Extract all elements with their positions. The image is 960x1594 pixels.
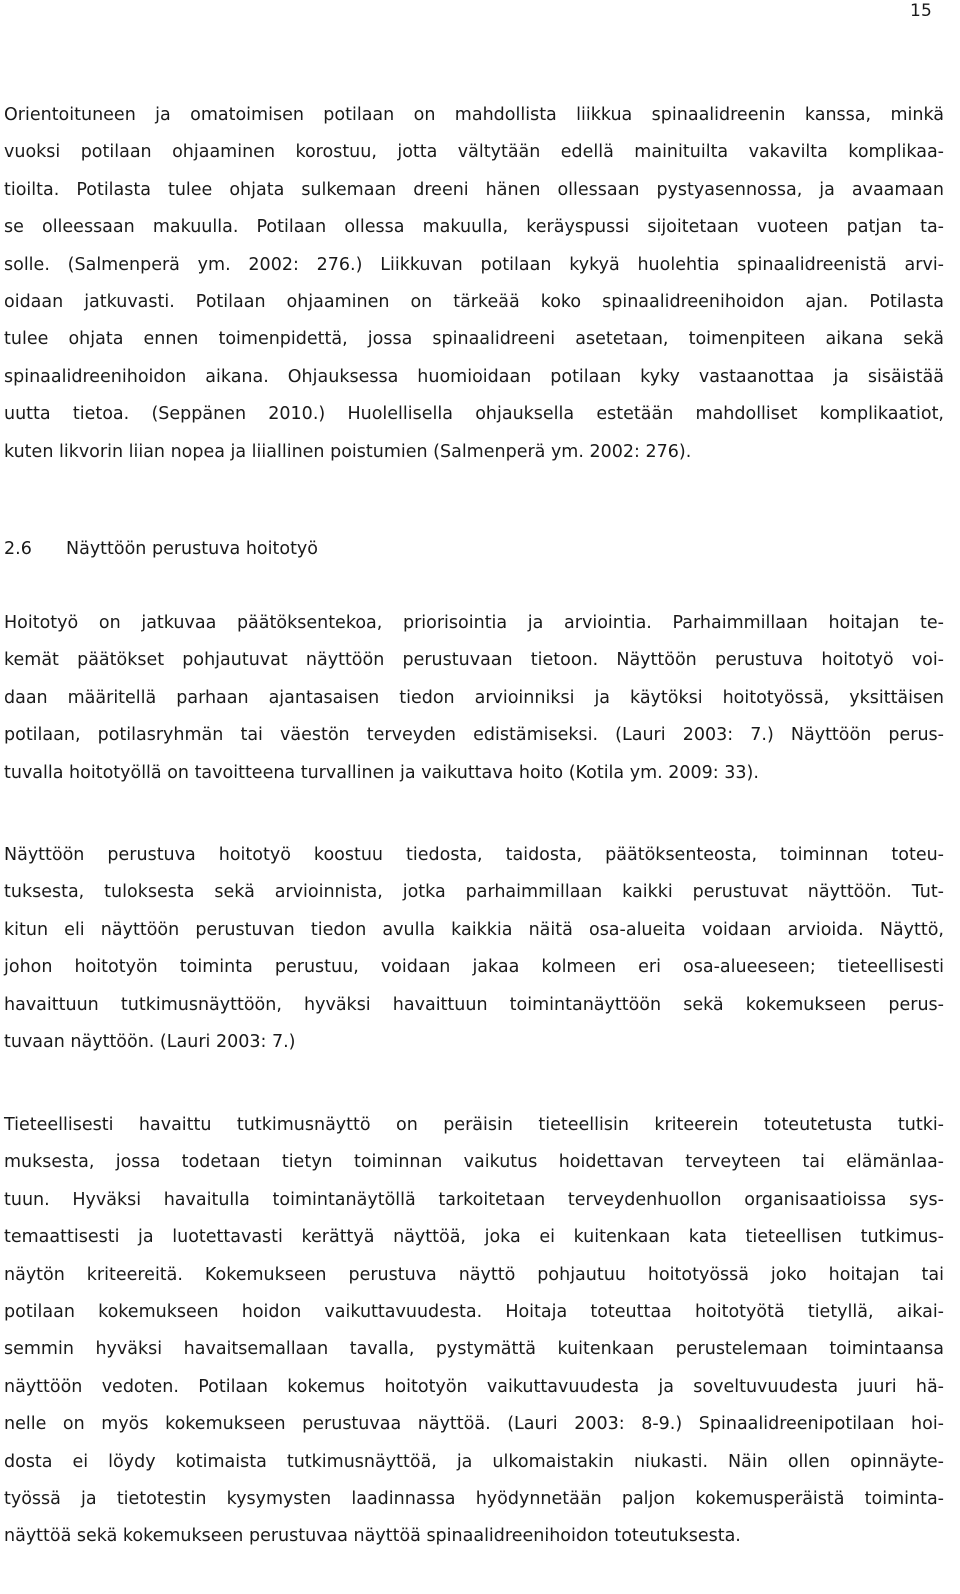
text-line: kuten likvorin liian nopea ja liiallinen poistumien (Salmenperä ym. 2002: 276).	[4, 441, 692, 462]
text-line: Näyttöön perustuva hoitotyö koostuu tiedosta, taidosta, päätöksenteosta, toiminnan toteu-	[4, 845, 944, 865]
text-line: tioilta. Potilasta tulee ohjata sulkemaan dreeni hänen ollessaan pystyasennossa, ja avaamaan	[4, 179, 944, 200]
text-line: Tieteellisesti havaittu tutkimusnäyttö on peräisin tieteellisin kriteerein toteutetusta tutki-	[4, 1115, 944, 1135]
text-line: havaittuun tutkimusnäyttöön, hyväksi havaittuun toimintanäyttöön sekä kokemukseen perus-	[4, 994, 944, 1015]
text-line: näytön kriteereitä. Kokemukseen perustuva näyttö pohjautuu hoitotyössä joko hoitajan tai	[4, 1264, 944, 1285]
text-line: kitun eli näyttöön perustuvan tiedon avulla kaikkia näitä osa-alueita voidaan arvioida. Näyttö,	[4, 919, 944, 940]
text-line: tuvalla hoitotyöllä on tavoitteena turvallinen ja vaikuttava hoito (Kotila ym. 2009: 33).	[4, 762, 759, 783]
paragraph-3	[4, 837, 944, 1061]
text-line: tuvaan näyttöön. (Lauri 2003: 7.)	[4, 1031, 296, 1052]
paragraph-1	[4, 97, 944, 471]
text-line: daan määritellä parhaan ajantasaisen tiedon arvioinniksi ja käytöksi hoitotyössä, yksittäisen	[4, 687, 944, 708]
text-line: johon hoitotyön toiminta perustuu, voidaan jakaa kolmeen eri osa-alueeseen; tieteellisesti	[4, 957, 944, 978]
text-line: semmin hyväksi havaitsemallaan tavalla, pystymättä kuitenkaan perustelemaan toimintaansa	[4, 1339, 944, 1360]
text-line: uutta tietoa. (Seppänen 2010.) Huolellisella ohjauksella estetään mahdolliset komplikaatiot,	[4, 404, 944, 425]
paragraph-4	[4, 1107, 944, 1556]
text-line: Hoitotyö on jatkuvaa päätöksentekoa, priorisointia ja arviointia. Parhaimmillaan hoitajan te-	[4, 613, 944, 633]
page-number: 15	[909, 1, 932, 21]
text-line: vuoksi potilaan ohjaaminen korostuu, jotta vältytään edellä mainituilta vakavilta komplikaa-	[4, 142, 944, 163]
section-heading	[4, 531, 318, 568]
text-line: spinaalidreenihoidon aikana. Ohjauksessa huomioidaan potilaan kyky vastaanottaa ja sisäistää	[4, 366, 944, 387]
section-number: 2.6	[4, 539, 32, 559]
text-line: tulee ohjata ennen toimenpidettä, jossa spinaalidreeni asetetaan, toimenpiteen aikana sekä	[4, 329, 944, 350]
text-line: Orientoituneen ja omatoimisen potilaan on mahdollista liikkua spinaalidreenin kanssa, minkä	[4, 105, 944, 125]
text-line: näyttöä sekä kokemukseen perustuvaa näyttöä spinaalidreenihoidon toteutuksesta.	[4, 1526, 741, 1547]
text-line: oidaan jatkuvasti. Potilaan ohjaaminen on tärkeää koko spinaalidreenihoidon ajan. Potilasta	[4, 291, 944, 312]
text-line: potilaan kokemukseen hoidon vaikuttavuudesta. Hoitaja toteuttaa hoitotyötä tietyllä, aikai-	[4, 1301, 944, 1322]
text-line: nelle on myös kokemukseen perustuvaa näyttöä. (Lauri 2003: 8-9.) Spinaalidreenipotilaan hoi-	[4, 1414, 944, 1435]
text-line: työssä ja tietotestin kysymysten laadinnassa hyödynnetään paljon kokemusperäistä toiminta-	[4, 1488, 944, 1509]
text-line: tuksesta, tuloksesta sekä arvioinnista, jotka parhaimmillaan kaikki perustuvat näyttöön. Tut-	[4, 882, 944, 903]
text-line: dosta ei löydy kotimaista tutkimusnäyttöä, ja ulkomaistakin niukasti. Näin ollen opinnäyte-	[4, 1451, 944, 1472]
text-line: muksesta, jossa todetaan tietyn toiminnan vaikutus hoidettavan terveyteen tai elämänlaa-	[4, 1152, 944, 1173]
text-line: temaattisesti ja luotettavasti kerättyä näyttöä, joka ei kuitenkaan kata tieteellisen tutkimus-	[4, 1227, 944, 1248]
section-title: Näyttöön perustuva hoitotyö	[66, 539, 318, 559]
text-line: potilaan, potilasryhmän tai väestön terveyden edistämiseksi. (Lauri 2003: 7.) Näyttöön perus-	[4, 725, 944, 746]
paragraph-2	[4, 605, 944, 792]
text-line: solle. (Salmenperä ym. 2002: 276.) Liikkuvan potilaan kykyä huolehtia spinaalidreenistä arvi-	[4, 254, 944, 275]
text-line: näyttöön vedoten. Potilaan kokemus hoitotyön vaikuttavuudesta ja soveltuvuudesta juuri hä-	[4, 1376, 944, 1397]
text-line: tuun. Hyväksi havaitulla toimintanäytöllä tarkoitetaan terveydenhuollon organisaatioissa sys-	[4, 1189, 944, 1210]
text-line: kemät päätökset pohjautuvat näyttöön perustuvaan tietoon. Näyttöön perustuva hoitotyö voi-	[4, 650, 944, 671]
text-line: se olleessaan makuulla. Potilaan ollessa makuulla, keräyspussi sijoitetaan vuoteen patjan ta-	[4, 217, 944, 238]
